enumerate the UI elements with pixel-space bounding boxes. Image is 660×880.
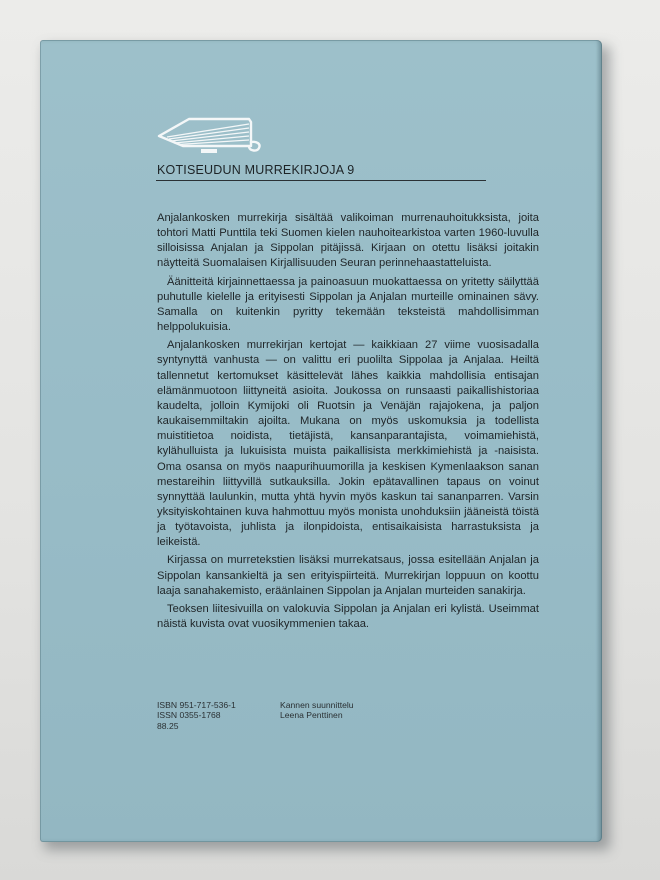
book-back-cover [40, 40, 602, 842]
catalog-code: 88.25 [157, 720, 179, 731]
book-edge [596, 40, 602, 842]
description-paragraph: Anjalankosken murrekirja sisältää valikoiman murrenauhoitukksista, joita tohtori Matti Punttila teki Suomen kielen nauhoitearkistoa varten 1960-luvulla silloisissa Anjalan ja Sippolan pitäjissä. Kirjaan on otettu lisäksi joitakin näytteitä Suomalaisen Kirjallisuuden Seuran perinnehaastatteluista. [157, 212, 539, 270]
cover-credits [280, 700, 354, 721]
issn-number: ISSN 0355-1768 [157, 710, 221, 721]
description-paragraph: Anjalankosken murrekirjan kertojat — kaikkiaan 27 viime vuosisadalla syntynyttä vanhusta — on valittu eri puolilta Sippolaa ja Anjalaa. Heiltä tallennetut kertomukset käsittelevät lähes kaikkia mahdollisia entisajan elämänmuotoon liittyneitä asioita. Joukossa on runsaasti paikallishistoriaa kaudelta, jolloin Kymijoki oli Ruotsin ja Venäjän rajajokena, ja paljon kaukaisemmiltakin ajoilta. Mukana on myös uskomuksia ja todellista muistitietoa noidista, tietäjistä, kansanparantajista, voimamiehistä, kylähulluista ja lukuisista muista paikallisista merkkimiehistä ja -naisista. Oma osansa on myös naapurihuumorilla ja keskisen Kymenlaakson sanan mestareihin liittyvillä sutkauksilla. Jokin epätavallinen tapaus on voinut synnyttää laulunkin, mutta yhtä hyvin myös kaskun tai sananparren. Varsin yksityiskohtainen kuva hahmottuu myös monista unohduksiin jääneistä töistä ja työtavoista, juhlista ja ilonpidoista, entisaikaisista harrastuksista ja leikeistä. [157, 339, 539, 549]
book-description [157, 211, 539, 635]
isbn-number: ISBN 951-717-536-1 [157, 700, 236, 710]
series-divider [156, 180, 486, 181]
publication-codes [157, 700, 236, 731]
cover-designer-name: Leena Penttinen [280, 710, 343, 721]
description-paragraph: Teoksen liitesivuilla on valokuvia Sippolan ja Anjalan eri kylistä. Useimmat näistä kuvista ovat vuosikymmenien takaa. [157, 602, 539, 631]
series-title: KOTISEUDUN MURREKIRJOJA 9 [157, 163, 355, 177]
description-paragraph: Kirjassa on murretekstien lisäksi murrekatsaus, jossa esitellään Anjalan ja Sippolan kansankieltä ja sen erityispiirteitä. Murrekirjan loppuun on koottu laaja sanahakemisto, eräänlainen Sippolan ja Anjalan murteiden sanakirja. [157, 554, 539, 597]
kantele-icon [157, 116, 267, 156]
description-paragraph: Äänitteitä kirjainnettaessa ja painoasuun muokattaessa on yritetty säilyttää puhutulle kielelle ja erityisesti Sippolan ja Anjalan murteille ominainen sävy. Samalla on kuitenkin pyritty tekemään teksteistä mahdollisimman helppolukuisia. [157, 275, 539, 334]
cover-design-label: Kannen suunnittelu [280, 700, 354, 710]
